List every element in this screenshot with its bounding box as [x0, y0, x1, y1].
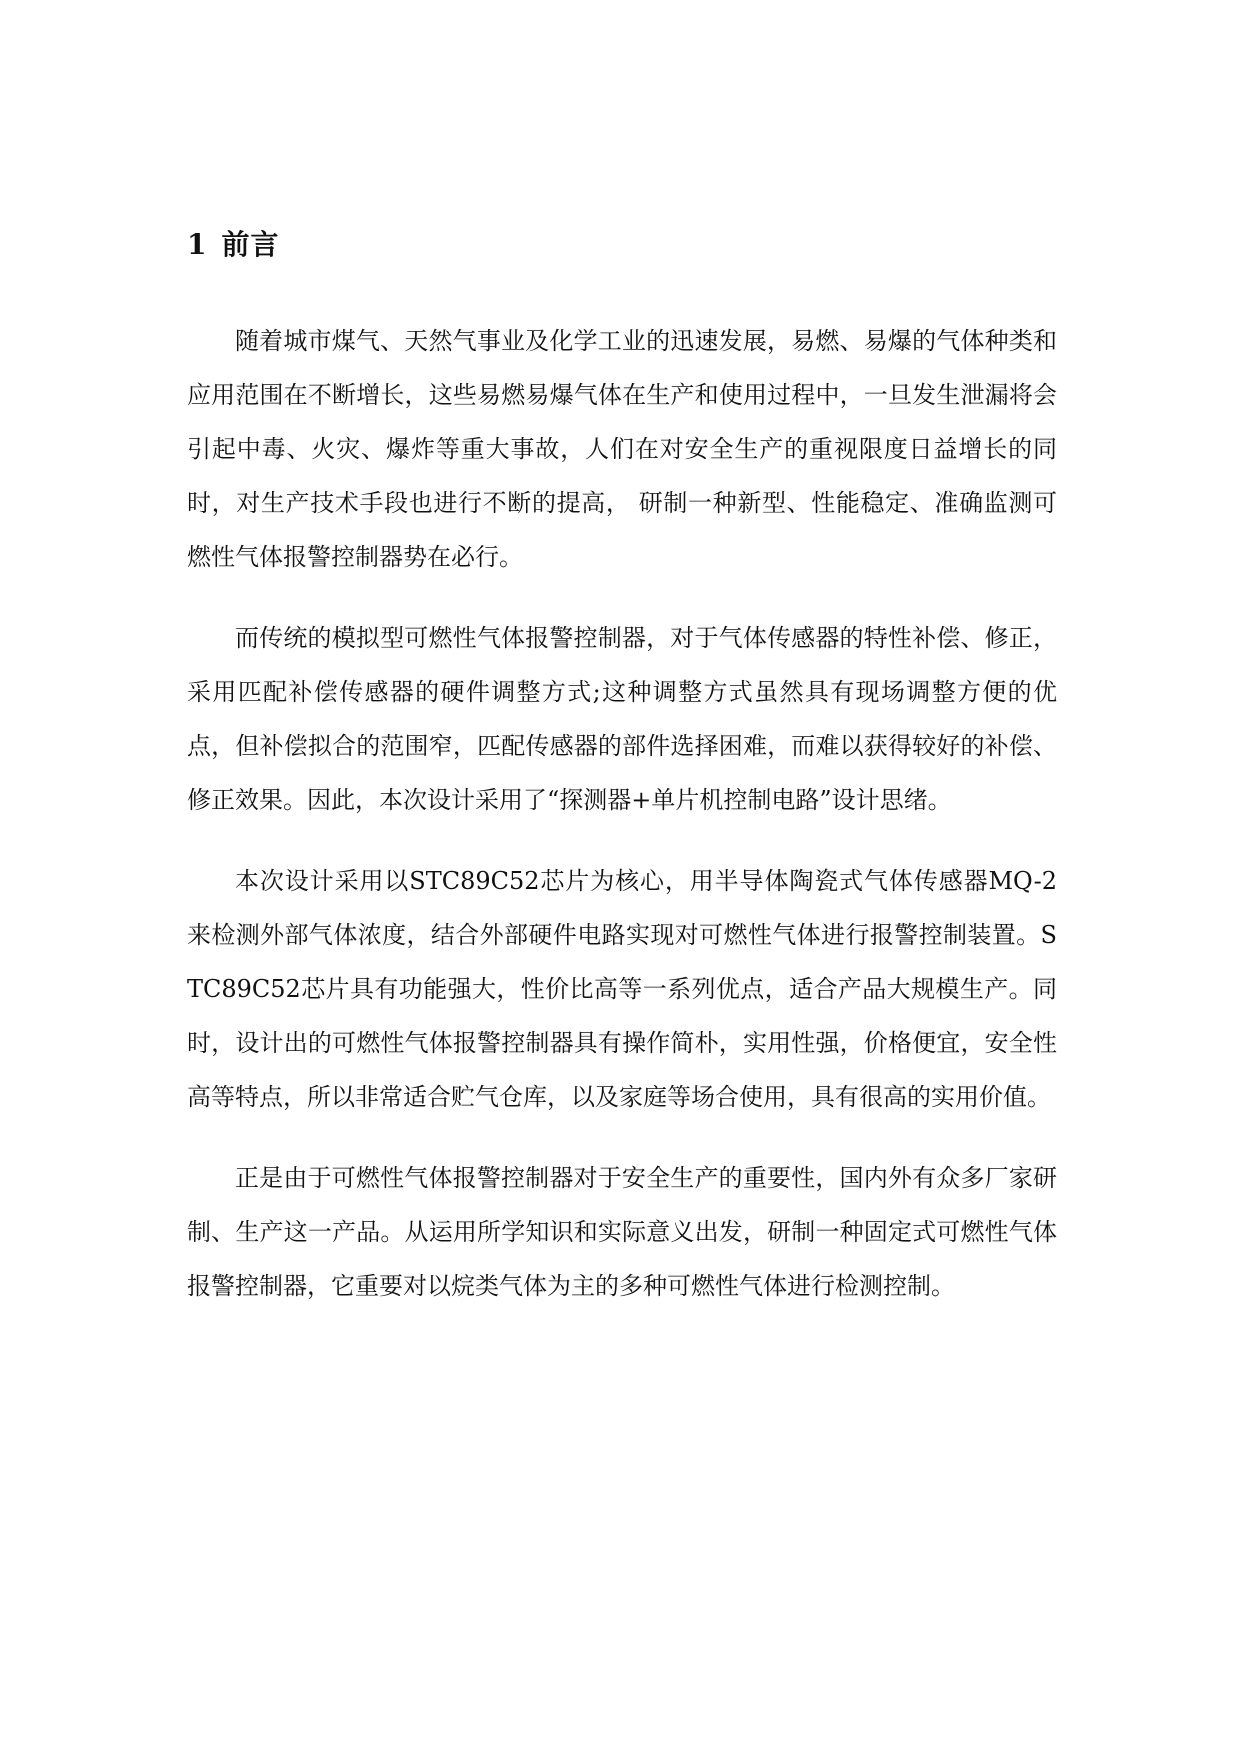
paragraph-1: 随着城市煤气、天然气事业及化学工业的迅速发展，易燃、易爆的气体种类和应用范围在不断增长，这些易燃易爆气体在生产和使用过程中，一旦发生泄漏将会引起中毒、火灾、爆炸等重大事故，人们在对安全生产的重视限度日益增长的同时，对生产技术手段也进行不断的提高， 研制一种新型、性能稳定、准确监测可燃性气体报警控制器势在必行。	[187, 327, 1057, 571]
paragraph-3: 本次设计采用以STC89C52芯片为核心，用半导体陶瓷式气体传感器MQ-2来检测外部气体浓度，结合外部硬件电路实现对可燃性气体进行报警控制装置。STC89C52芯片具有功能强大，性价比高等一系列优点，适合产品大规模生产。同时，设计出的可燃性气体报警控制器具有操作简朴，实用性强，价格便宜，安全性高等特点，所以非常适合贮气仓库，以及家庭等场合使用，具有很高的实用价值。	[187, 867, 1057, 1111]
section-number: 1	[187, 228, 208, 261]
section-body	[187, 314, 1057, 1340]
section-title: 前言	[221, 228, 280, 261]
paragraph-2: 而传统的模拟型可燃性气体报警控制器，对于气体传感器的特性补偿、修正，采用匹配补偿传感器的硬件调整方式;这种调整方式虽然具有现场调整方便的优点，但补偿拟合的范围窄，匹配传感器的部件选择困难，而难以获得较好的补偿、修正效果。因此，本次设计采用了“探测器+单片机控制电路”设计思绪。	[187, 624, 1057, 814]
paragraph-4: 正是由于可燃性气体报警控制器对于安全生产的重要性，国内外有众多厂家研制、生产这一产品。从运用所学知识和实际意义出发，研制一种固定式可燃性气体报警控制器，它重要对以烷类气体为主的多种可燃性气体进行检测控制。	[187, 1164, 1057, 1300]
section-heading	[187, 228, 280, 262]
